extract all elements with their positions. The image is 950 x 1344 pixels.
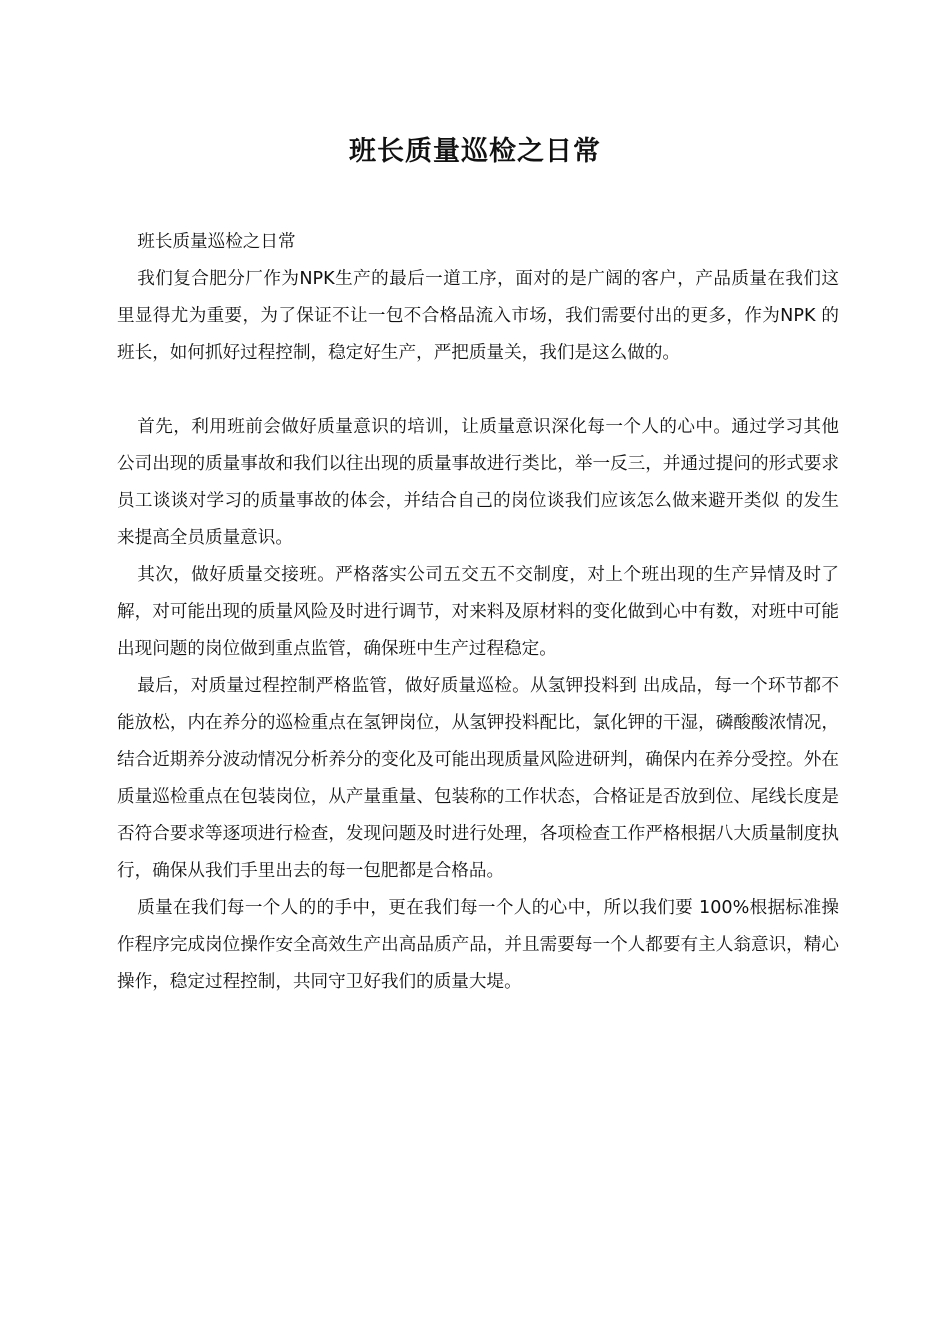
body-paragraph-subtitle: 班长质量巡检之日常 [137,232,296,252]
body-paragraph-second: 其次，做好质量交接班。严格落实公司五交五不交制度，对上个班出现的生产异情及时了解，对可能出现的质量风险及时进行调节，对来料及原材料的变化做到心中有数，对班中可能出现问题的岗位做到重点监管，确保班中生产过程稳定。 [117,565,839,659]
body-paragraph-intro: 我们复合肥分厂作为NPK生产的最后一道工序，面对的是广阔的客户，产品质量在我们这里显得尤为重要，为了保证不让一包不合格品流入市场，我们需要付出的更多，作为NPK 的班长，如何抓好过程控制，稳定好生产，严把质量关，我们是这么做的。 [117,269,839,363]
document-title: 班长质量巡检之日常 [349,136,601,167]
body-paragraph-first: 首先，利用班前会做好质量意识的培训，让质量意识深化每一个人的心中。通过学习其他公司出现的质量事故和我们以往出现的质量事故进行类比，举一反三，并通过提问的形式要求员工谈谈对学习的质量事故的体会，并结合自己的岗位谈我们应该怎么做来避开类似 的发生来提高全员质量意识。 [117,417,839,548]
body-paragraph-conclusion: 质量在我们每一个人的的手中，更在我们每一个人的心中，所以我们要 100%根据标准操作程序完成岗位操作安全高效生产出高品质产品，并且需要每一个人都要有主人翁意识，精心操作，稳定过程控制，共同守卫好我们的质量大堤。 [117,898,839,992]
body-paragraph-last: 最后，对质量过程控制严格监管，做好质量巡检。从氢钾投料到 出成品，每一个环节都不能放松，内在养分的巡检重点在氢钾岗位，从氢钾投料配比，氯化钾的干湿，磷酸酸浓情况，结合近期养分波动情况分析养分的变化及可能出现质量风险进研判，确保内在养分受控。外在质量巡检重点在包装岗位，从产量重量、包装称的工作状态，合格证是否放到位、尾线长度是否符合要求等逐项进行检查，发现问题及时进行处理，各项检查工作严格根据八大质量制度执行，确保从我们手里出去的每一包肥都是合格品。 [117,676,839,881]
document-body [117,224,839,1001]
paragraph-spacer [117,372,839,409]
